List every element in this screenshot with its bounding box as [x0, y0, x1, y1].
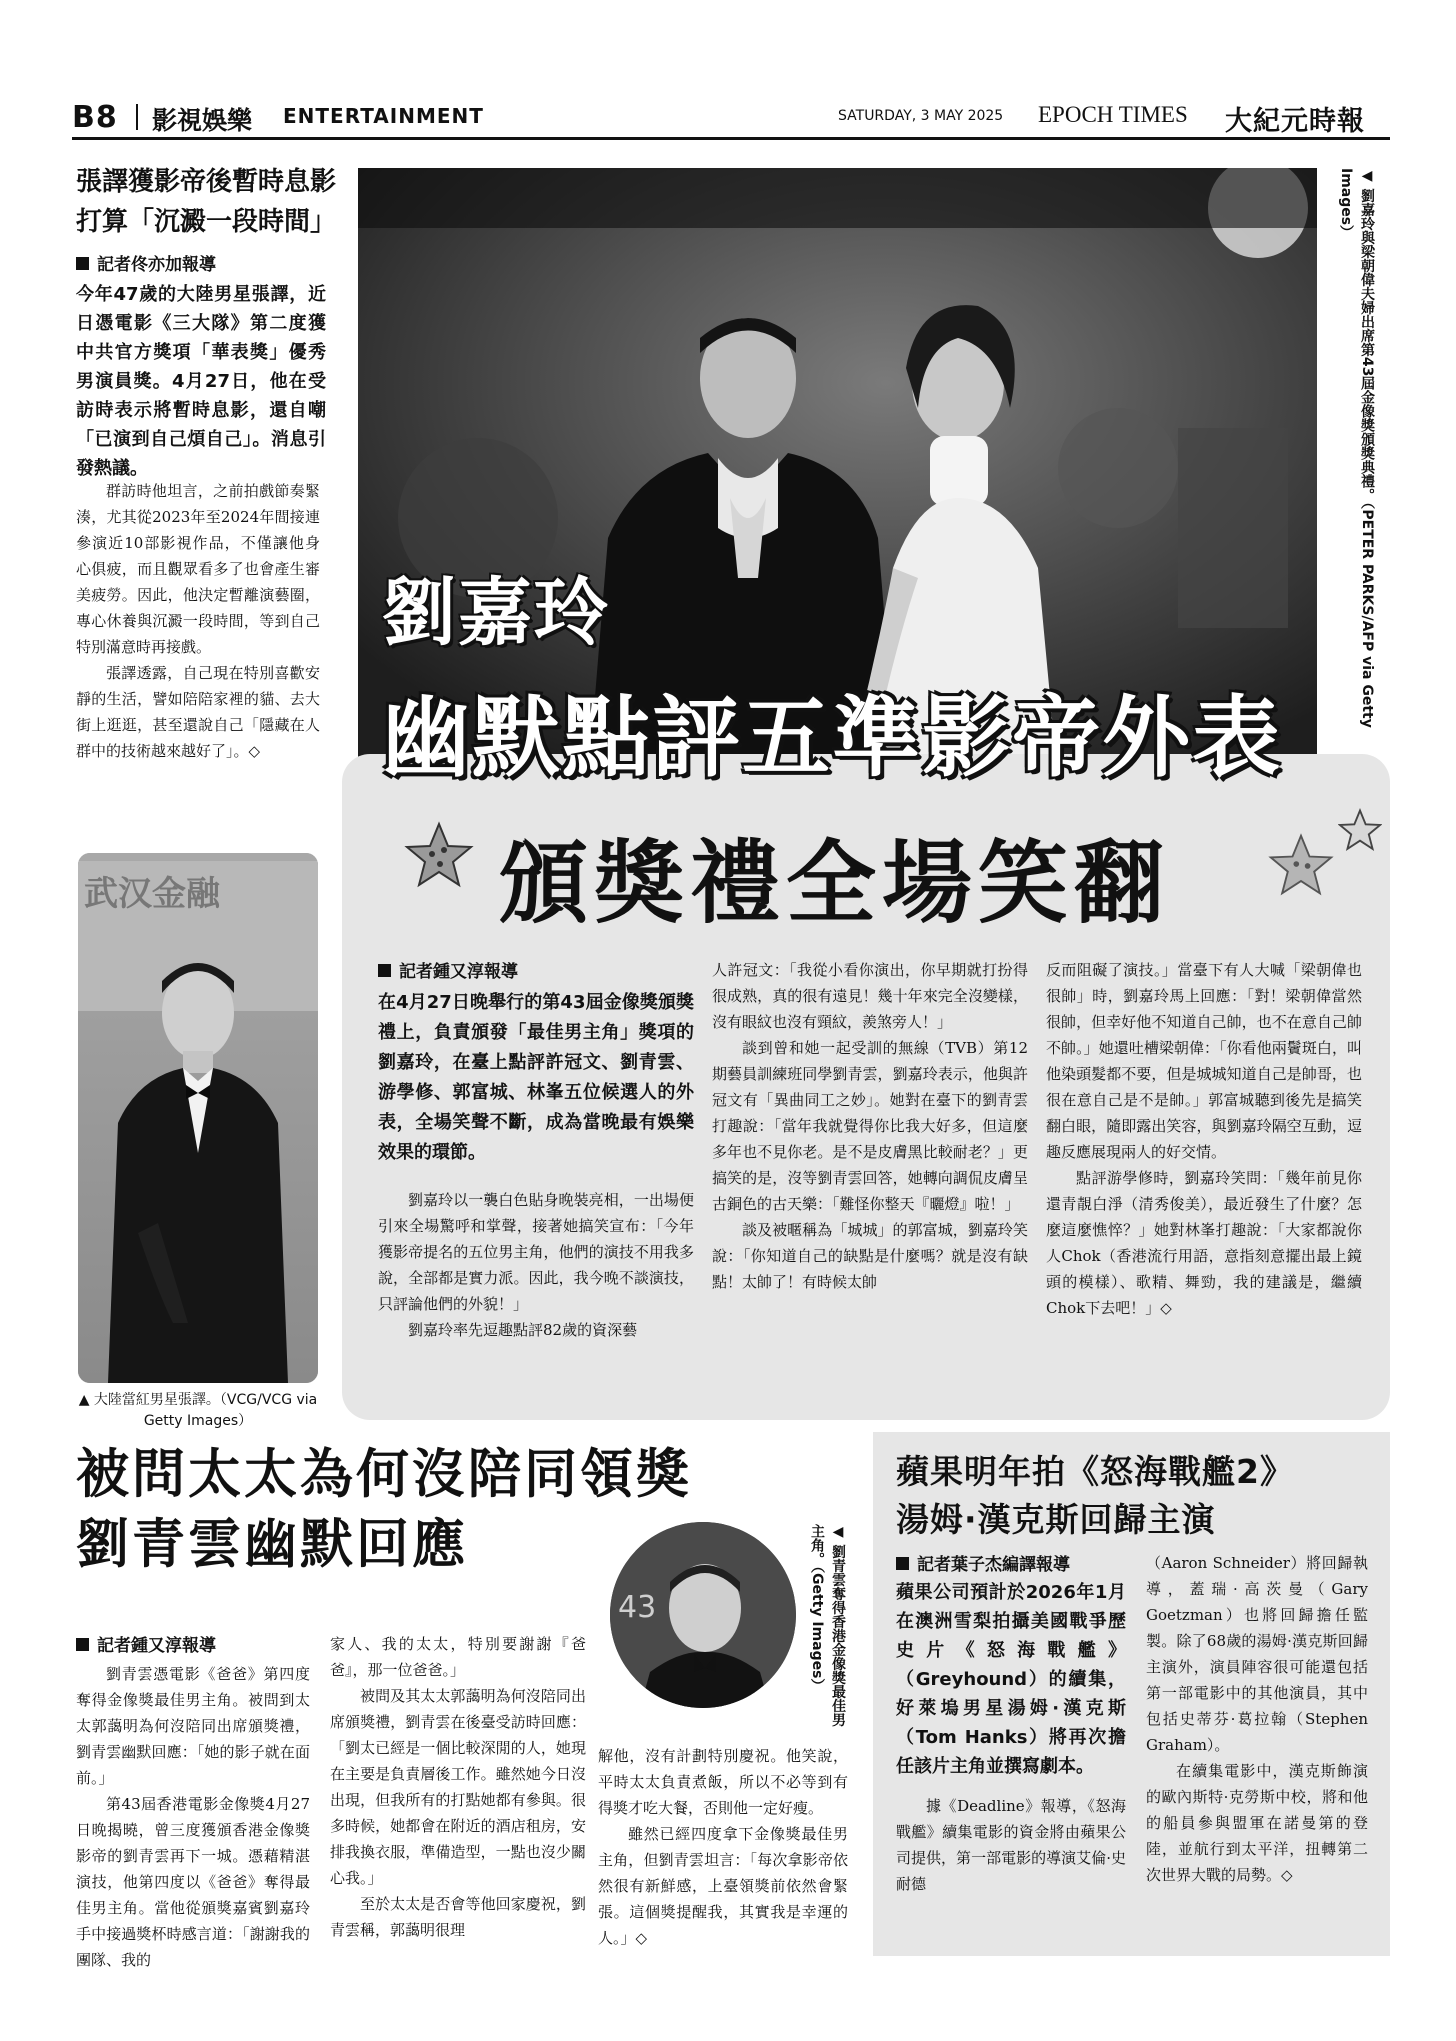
paragraph: 談及被暱稱為「城城」的郭富城，劉嘉玲笑說：「你知道自己的缺點是什麼嗎？就是沒有缺點！太帥了！有時候太帥 [712, 1221, 1028, 1291]
issue-date: SATURDAY, 3 MAY 2025 [838, 108, 1004, 124]
main-story-lead: 在4月27日晚舉行的第43屆金像獎頒獎禮上，負責頒發「最佳男主角」獎項的劉嘉玲，在臺上點評許冠文、劉青雲、游學修、郭富城、林峯五位候選人的外表，全場笑聲不斷，成為當晚最有娛樂效果的環節。 [378, 992, 694, 1163]
star-left-icon [404, 820, 474, 890]
apple-headline-line1: 蘋果明年拍《怒海戰艦2》 [896, 1452, 1294, 1491]
byline-text: 記者鍾又淳報導 [97, 1636, 216, 1656]
lau-ching-wan-caption: ◀ 劉青雲奪得香港金像獎最佳男主角。（Getty Images） [809, 1524, 846, 1727]
lau-ching-wan-illustration [610, 1522, 796, 1708]
paragraph: 第43屆香港電影金像獎4月27日晚揭曉，曾三度獲頒香港金像獎影帝的劉青雲再下一城。憑藉精湛演技，他第四度以《爸爸》奪得最佳男主角。當他從頒獎嘉賓劉嘉玲手中接過獎杯時感言道：「謝謝我的團隊、我的 [76, 1795, 310, 1969]
paragraph: 談到曾和她一起受訓的無線（TVB）第12期藝員訓練班同學劉青雲，劉嘉玲表示，他與許冠文有「異曲同工之妙」。她對在臺下的劉青雲打趣說：「當年我就覺得你比我大好多，但這麼多年也不見你老。是不是皮膚黑比較耐老？」更搞笑的是，沒等劉青雲回答，她轉向調侃皮膚呈古銅色的古天樂：「難怪你整天『曬燈』啦！」 [712, 1039, 1028, 1213]
zhang-yi-illustration [78, 853, 318, 1383]
left-story-headline: 張譯獲影帝後暫時息影打算「沉澱一段時間」 [76, 167, 337, 237]
lower-story-col2 [330, 1631, 586, 1943]
zhang-yi-photo [78, 853, 318, 1383]
apple-headline-line2: 湯姆·漢克斯回歸主演 [896, 1500, 1216, 1539]
paragraph: 據《Deadline》報導，《怒海戰艦》續集電影的資金將由蘋果公司提供，第一部電影的導演艾倫·史耐德 [896, 1797, 1126, 1893]
apple-story-col1 [896, 1793, 1126, 1897]
byline-square-icon [378, 964, 391, 977]
byline-square-icon [76, 1638, 89, 1651]
svg-text:43: 43 [618, 1590, 657, 1625]
paragraph: 雖然已經四度拿下金像獎最佳男主角，但劉青雲坦言：「每次拿影帝依然很有新鮮感，上臺領獎前依然會緊張。這個獎提醒我，其實我是幸運的人。」◇ [598, 1825, 848, 1947]
zhang-yi-caption: ▲ 大陸當紅男星張譯。（VCG/VCG via Getty Images） [78, 1392, 318, 1429]
star-small-icon [1338, 808, 1382, 852]
lower-story-col1 [76, 1661, 310, 1973]
paragraph: 家人、我的太太，特別要謝謝『爸爸』，那一位爸爸。」 [330, 1635, 586, 1679]
byline-text: 記者佟亦加報導 [97, 255, 216, 275]
paragraph: 反而阻礙了演技。」當臺下有人大喊「梁朝偉也很帥」時，劉嘉玲馬上回應：「對！梁朝偉當然很帥，但幸好他不知道自己帥，也不在意自己帥不帥。」她還吐槽梁朝偉：「你看他兩鬢斑白，叫他染頭髮都不要，但是城城知道自己是帥哥，也很在意自己是不是帥。」郭富城聽到後先是搞笑翻白眼，隨即露出笑容，與劉嘉玲隔空互動，逗趣反應展現兩人的好交情。 [1046, 961, 1362, 1161]
apple-story-lead: 蘋果公司預計於2026年1月在澳洲雪梨拍攝美國戰爭歷史片《怒海戰艦》（Greyhound）的續集，好萊塢男星湯姆·漢克斯（Tom Hanks）將再次擔任該片主角並撰寫劇本。 [896, 1582, 1126, 1777]
paragraph: （Aaron Schneider）將回歸執導，蓋瑞·高茨曼（Gary Goetzman）也將回歸擔任監製。除了68歲的湯姆·漢克斯回歸主演外，演員陣容很可能還包括第一部電影中的其他演員，其中包括史蒂芬·葛拉翰（Stephen Graham）。 [1146, 1554, 1368, 1754]
backdrop-text: 武汉金融 [84, 874, 220, 914]
main-headline-line2: 幽默點評五準影帝外表 [382, 686, 1283, 789]
paragraph: 張譯透露，自己現在特別喜歡安靜的生活，譬如陪陪家裡的貓、去大街上逛逛，甚至還說自己「隱藏在人群中的技術越來越好了」。◇ [76, 664, 320, 760]
left-story-lead: 今年47歲的大陸男星張譯，近日憑電影《三大隊》第二度獲中共官方獎項「華表獎」優秀男演員獎。4月27日，他在受訪時表示將暫時息影，還自嘲「已演到自己煩自己」。消息引發熱議。 [76, 284, 326, 479]
paragraph: 群訪時他坦言，之前拍戲節奏緊湊，尤其從2023年至2024年間接連參演近10部影視作品，不僅讓他身心俱疲，而且觀眾看多了也會產生審美疲勞。因此，他決定暫離演藝圈，專心休養與沉澱一段時間，等到自己特別滿意時再接戲。 [76, 482, 320, 656]
left-story-byline [76, 250, 216, 275]
paragraph: 至於太太是否會等他回家慶祝，劉青雲稱，郭藹明很理 [330, 1895, 586, 1939]
paragraph: 被問及其太太郭藹明為何沒陪同出席頒獎禮，劉青雲在後臺受訪時回應：「劉太已經是一個比較深閒的人，她現在主要是負責層後工作。雖然她今日沒出現，但我所有的打點她都有參與。很多時候，她都會在附近的酒店租房，安排我換衣服，準備造型，一點也沒少關心我。」 [330, 1687, 586, 1887]
lower-headline-line2: 劉青雲幽默回應 [76, 1514, 468, 1575]
paragraph: 人許冠文：「我從小看你演出，你早期就打扮得很成熟，真的很有遠見！幾十年來完全沒變樣，沒有眼紋也沒有頸紋，羨煞旁人！」 [712, 961, 1028, 1031]
lower-headline-line1: 被問太太為何沒陪同領獎 [76, 1444, 692, 1505]
masthead-cn: 大紀元時報 [1225, 106, 1365, 137]
main-story-col3 [1046, 957, 1362, 1321]
byline-text: 記者鍾又淳報導 [399, 962, 518, 982]
main-photo-caption: ◀ 劉嘉玲與梁朝偉夫婦出席第43屆金像獎頒獎典禮。（PETER PARKS/AFP via Getty Images） [1338, 168, 1375, 728]
paragraph: 在續集電影中，漢克斯飾演的歐內斯特·克勞斯中校，將和他的船員參與盟軍在諾曼第的登陸，並航行到太平洋，扭轉第二次世界大戰的局勢。◇ [1146, 1762, 1368, 1884]
left-story-body [76, 478, 320, 764]
lower-story-col3 [598, 1743, 848, 1951]
page-number: B8 [72, 100, 118, 135]
section-title-cn: 影視娛樂 [152, 106, 253, 135]
header-rule [72, 137, 1390, 140]
paragraph: 解他，沒有計劃特別慶祝。他笑說，平時太太負責煮飯，所以不必等到有得獎才吃大餐，否則他一定好瘦。 [598, 1747, 848, 1817]
main-headline-line3: 頒獎禮全場笑翻 [498, 831, 1170, 936]
byline-square-icon [76, 257, 89, 270]
paragraph: 劉嘉玲率先逗趣點評82歲的資深藝 [408, 1321, 638, 1339]
byline-text: 記者葉子杰編譯報導 [917, 1555, 1070, 1575]
apple-story-byline [896, 1550, 1070, 1575]
main-headline-line1: 劉嘉玲 [382, 570, 610, 656]
main-story-col1 [378, 1187, 694, 1343]
lower-story-byline [76, 1631, 216, 1656]
star-right-icon [1268, 832, 1334, 898]
header-divider [136, 104, 138, 130]
paragraph: 劉青雲憑電影《爸爸》第四度奪得金像獎最佳男主角。被問到太太郭藹明為何沒陪同出席頒獎禮，劉青雲幽默回應：「她的影子就在面前。」 [76, 1665, 310, 1787]
paragraph: 點評游學修時，劉嘉玲笑問：「幾年前見你還青靚白淨（清秀俊美），最近發生了什麼？怎麼這麼憔悴？」她對林峯打趣說：「大家都說你人Chok（香港流行用語，意指刻意擺出最上鏡頭的模樣）、歌精、舞勁，我的建議是，繼續Chok下去吧！」◇ [1046, 1169, 1362, 1317]
apple-story-col2 [1146, 1550, 1368, 1888]
main-story-byline [378, 957, 518, 982]
lau-ching-wan-photo [610, 1522, 796, 1708]
masthead-en: EPOCH TIMES [1038, 102, 1188, 127]
section-title-en: ENTERTAINMENT [283, 104, 484, 128]
paragraph: 劉嘉玲以一襲白色貼身晚裝亮相，一出場便引來全場驚呼和掌聲，接著她搞笑宣布：「今年獲影帝提名的五位男主角，他們的演技不用我多說，全部都是實力派。因此，我今晚不談演技，只評論他們的外貌！」 [378, 1191, 694, 1313]
main-story-col2 [712, 957, 1028, 1295]
byline-square-icon [896, 1557, 909, 1570]
apple-story-headline [896, 1448, 1376, 1544]
